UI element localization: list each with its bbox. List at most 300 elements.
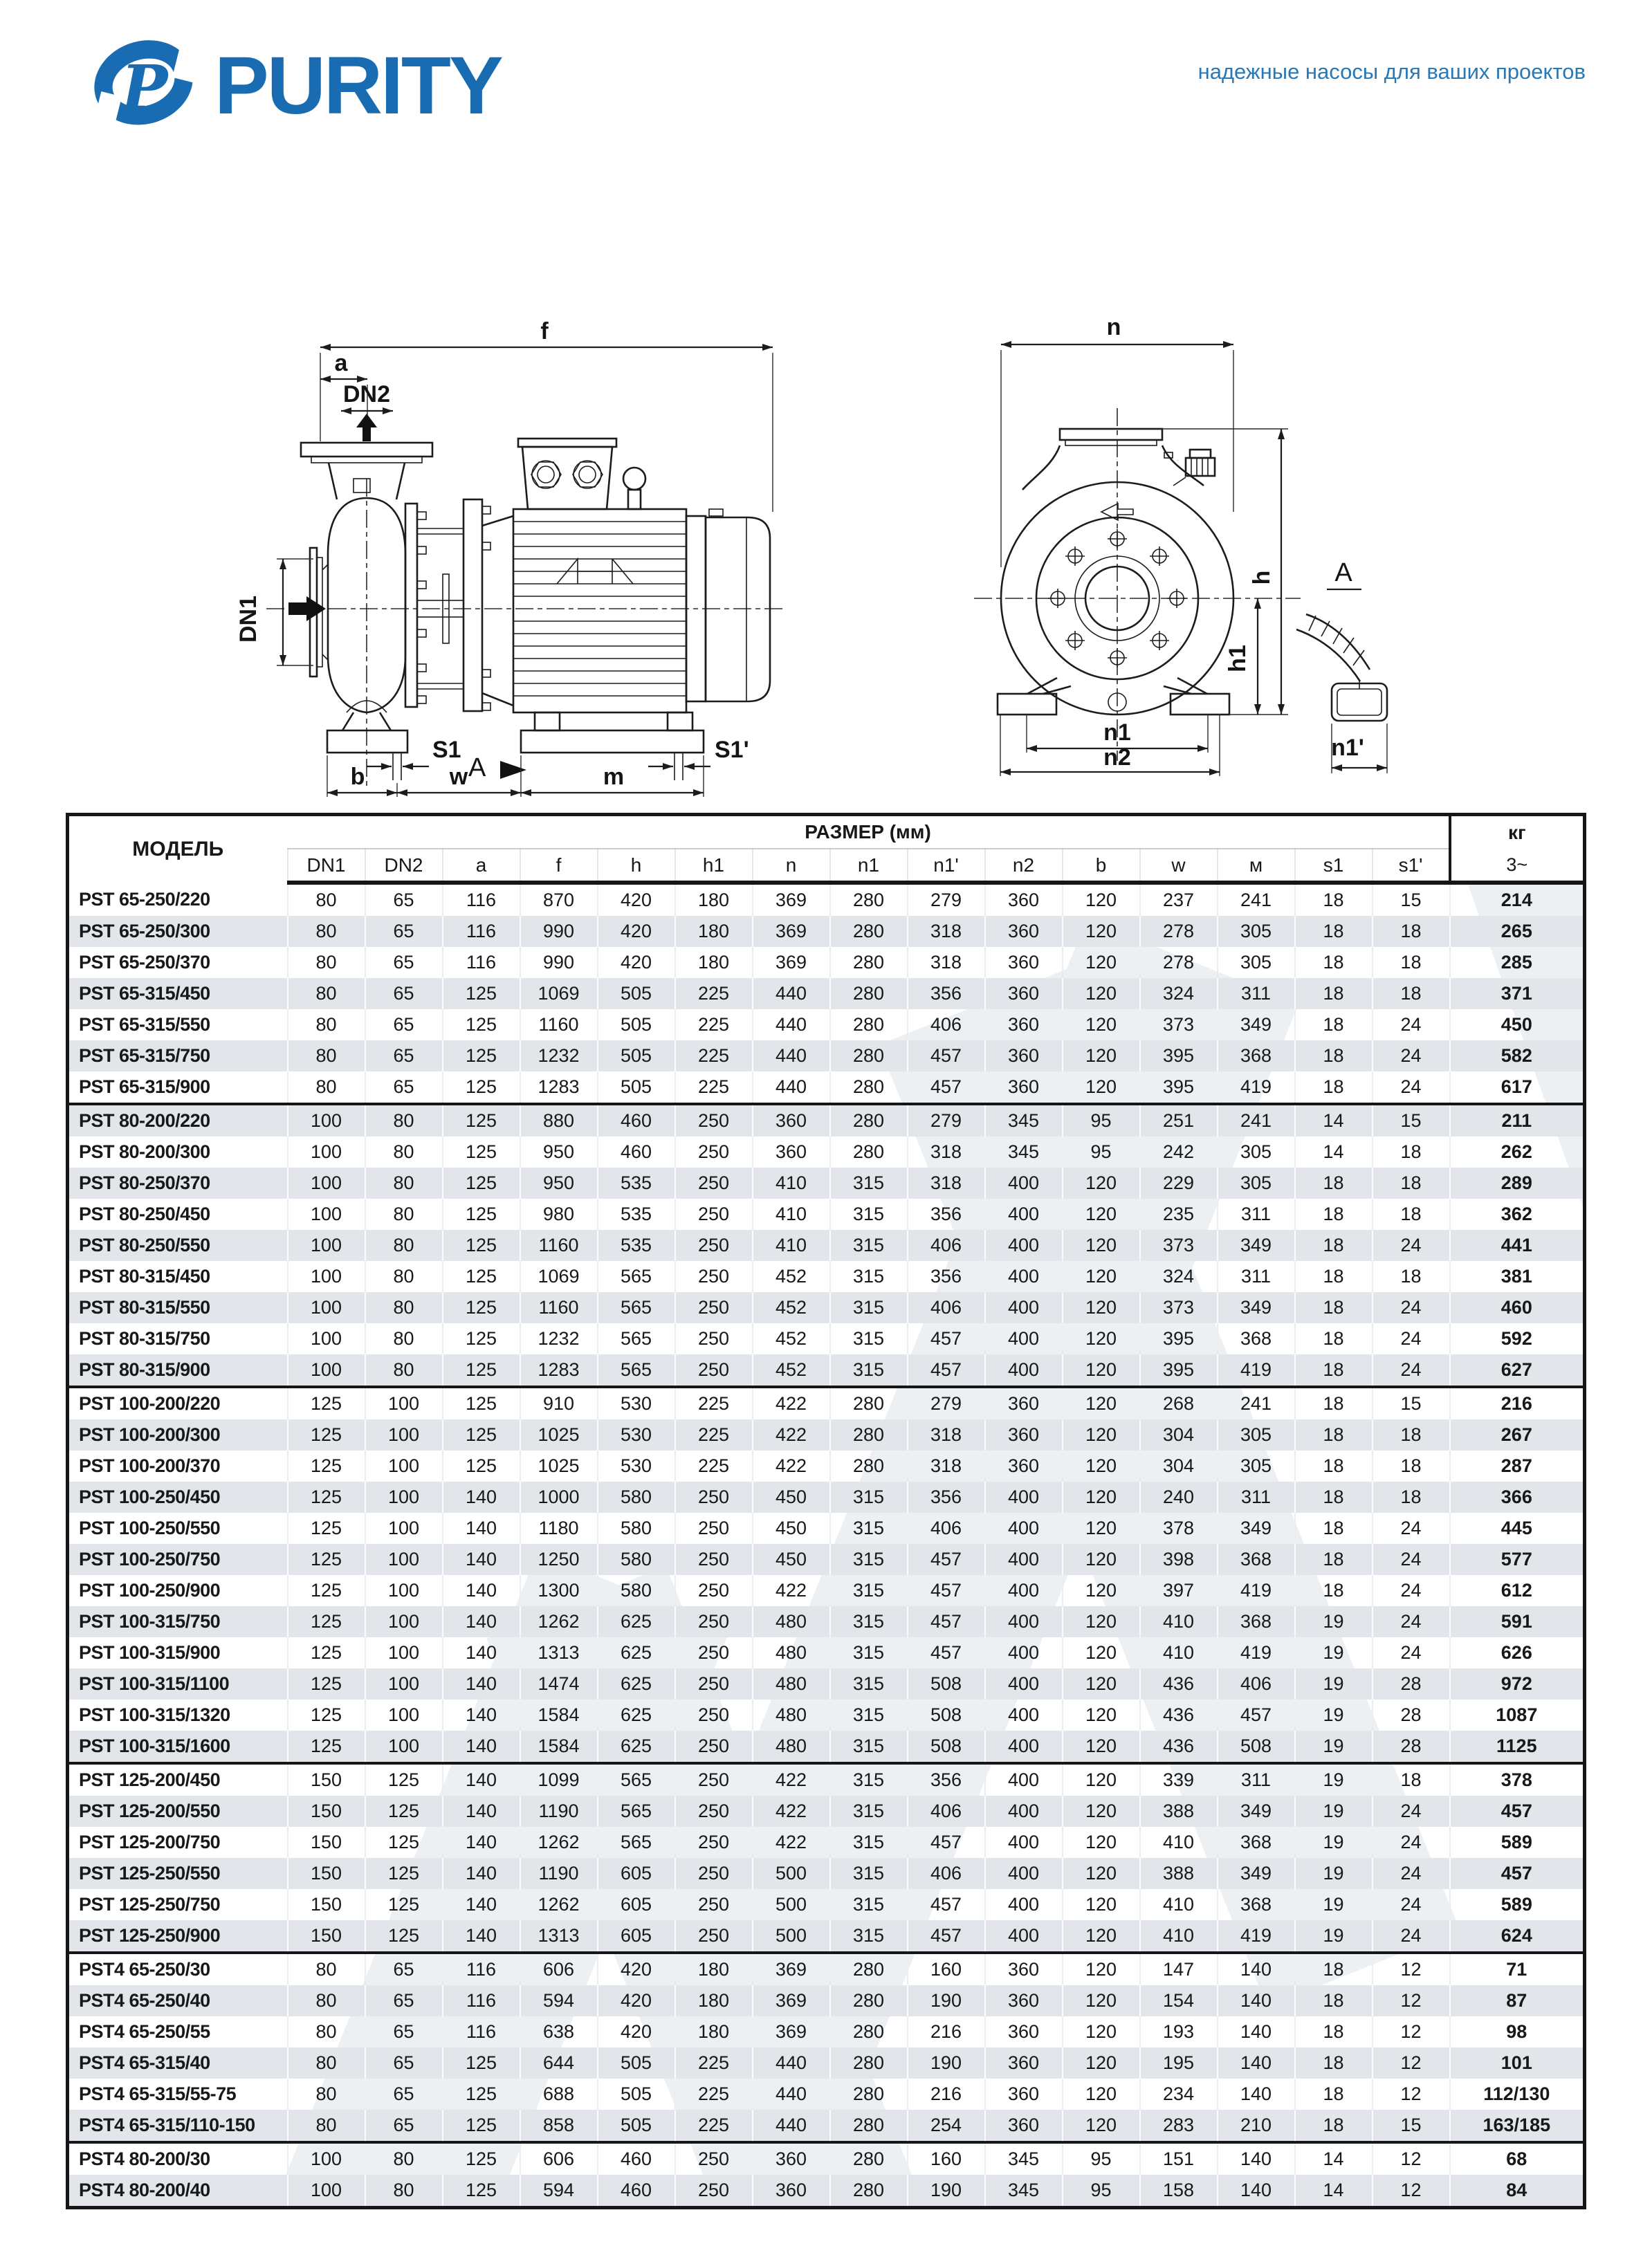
dim-value-cell: 1099 [520,1763,598,1796]
dim-value-cell: 400 [985,1513,1063,1544]
dim-value-cell: 19 [1295,1637,1373,1668]
dim-value-cell: 250 [675,2175,753,2208]
table-row [68,1387,1585,1419]
dim-value-cell: 1283 [520,1354,598,1387]
kg-cell: 214 [1450,883,1585,916]
dim-value-cell: 349 [1218,1513,1295,1544]
table-row [68,1292,1585,1323]
table-row [68,1700,1585,1731]
dim-value-cell: 395 [1140,1040,1218,1071]
dim-value-cell: 140 [1218,1953,1295,1985]
dim-value-cell: 360 [985,978,1063,1009]
dim-value-cell: 1025 [520,1451,598,1482]
kg-cell: 265 [1450,916,1585,947]
dim-value-cell: 216 [908,2079,985,2110]
dim-value-cell: 318 [908,1419,985,1451]
dim-value-cell: 373 [1140,1230,1218,1261]
dim-value-cell: 18 [1295,1009,1373,1040]
dim-value-cell: 120 [1063,1575,1140,1606]
dim-value-cell: 80 [365,1230,443,1261]
dim-value-cell: 565 [598,1354,675,1387]
dim-value-cell: 280 [830,1419,908,1451]
dim-value-cell: 95 [1063,1136,1140,1168]
dim-value-cell: 450 [753,1513,830,1544]
dim-value-cell: 250 [675,1889,753,1920]
table-row [68,2047,1585,2079]
dim-value-cell: 419 [1218,1071,1295,1104]
dim-value-cell: 140 [443,1858,520,1889]
dim-value-cell: 80 [365,1104,443,1136]
dim-value-cell: 18 [1295,1230,1373,1261]
kg-cell: 216 [1450,1387,1585,1419]
dim-value-cell: 80 [365,2142,443,2175]
dim-value-cell: 18 [1295,1199,1373,1230]
kg-cell: 371 [1450,978,1585,1009]
model-cell: PST 65-250/300 [79,921,210,941]
dim-value-cell: 19 [1295,1796,1373,1827]
dim-value-cell: 80 [288,1071,365,1104]
dim-value-cell: 457 [908,1354,985,1387]
table-row [68,1796,1585,1827]
dim-value-cell: 120 [1063,2110,1140,2142]
kg-cell: 624 [1450,1920,1585,1953]
dim-value-cell: 65 [365,947,443,978]
dim-value-cell: 80 [288,2110,365,2142]
dim-value-cell: 360 [753,1104,830,1136]
dim-value-cell: 154 [1140,1985,1218,2016]
dim-value-cell: 280 [830,1104,908,1136]
dim-value-cell: 594 [520,1985,598,2016]
dim-value-cell: 80 [288,947,365,978]
dim-value-cell: 140 [443,1763,520,1796]
dim-value-cell: 125 [443,1199,520,1230]
dim-column-header: s1' [1373,849,1450,883]
dim-value-cell: 457 [908,1544,985,1575]
model-cell: PST 65-315/750 [79,1045,210,1066]
dim-value-cell: 535 [598,1199,675,1230]
dim-value-cell: 14 [1295,1136,1373,1168]
dim-value-cell: 28 [1373,1731,1450,1763]
dim-label-h1: h1 [1224,645,1251,672]
dim-value-cell: 140 [443,1544,520,1575]
dim-value-cell: 457 [908,1323,985,1354]
dim-value-cell: 530 [598,1387,675,1419]
dim-value-cell: 65 [365,2016,443,2047]
dim-value-cell: 360 [985,1953,1063,1985]
dim-value-cell: 349 [1218,1292,1295,1323]
table-row [68,1040,1585,1071]
dim-value-cell: 125 [365,1920,443,1953]
dim-value-cell: 18 [1295,1985,1373,2016]
dim-value-cell: 12 [1373,2142,1450,2175]
dim-value-cell: 225 [675,1419,753,1451]
dim-value-cell: 18 [1295,2110,1373,2142]
dim-value-cell: 225 [675,978,753,1009]
dim-value-cell: 638 [520,2016,598,2047]
kg-cell: 211 [1450,1104,1585,1136]
kg-cell: 589 [1450,1889,1585,1920]
dim-value-cell: 241 [1218,1387,1295,1419]
dim-value-cell: 460 [598,1104,675,1136]
dim-value-cell: 410 [753,1168,830,1199]
dim-value-cell: 457 [908,1637,985,1668]
dim-value-cell: 18 [1295,1419,1373,1451]
dim-value-cell: 120 [1063,1796,1140,1827]
dim-value-cell: 140 [1218,2079,1295,2110]
dim-value-cell: 65 [365,916,443,947]
dim-value-cell: 360 [985,1387,1063,1419]
dim-value-cell: 440 [753,1040,830,1071]
kg-cell: 366 [1450,1482,1585,1513]
dim-value-cell: 400 [985,1482,1063,1513]
dim-column-header: м [1218,849,1295,883]
dim-value-cell: 410 [1140,1606,1218,1637]
dim-value-cell: 100 [365,1451,443,1482]
dim-value-cell: 24 [1373,1606,1450,1637]
dim-value-cell: 125 [288,1544,365,1575]
dim-value-cell: 457 [908,1827,985,1858]
dim-value-cell: 80 [365,1168,443,1199]
dim-column-header: h1 [675,849,753,883]
dimensions-table [66,813,1586,2209]
dim-value-cell: 250 [675,1354,753,1387]
dim-value-cell: 65 [365,2110,443,2142]
dim-value-cell: 410 [1140,1920,1218,1953]
dim-value-cell: 100 [288,1323,365,1354]
dim-value-cell: 457 [908,1040,985,1071]
dim-value-cell: 565 [598,1292,675,1323]
dim-value-cell: 241 [1218,883,1295,916]
model-cell: PST 80-315/550 [79,1297,210,1318]
dim-value-cell: 150 [288,1763,365,1796]
dim-value-cell: 95 [1063,2175,1140,2208]
dim-value-cell: 280 [830,2110,908,2142]
kg-cell: 287 [1450,1451,1585,1482]
dim-value-cell: 120 [1063,1451,1140,1482]
dim-value-cell: 250 [675,1827,753,1858]
dim-value-cell: 406 [908,1796,985,1827]
table-row [68,1071,1585,1104]
dim-value-cell: 120 [1063,1700,1140,1731]
dim-value-cell: 250 [675,1168,753,1199]
dim-value-cell: 100 [365,1482,443,1513]
dim-value-cell: 237 [1140,883,1218,916]
dim-value-cell: 18 [1295,2079,1373,2110]
logo-wordmark: PURITY [214,40,502,131]
dim-value-cell: 180 [675,2016,753,2047]
dim-value-cell: 100 [288,1136,365,1168]
dim-value-cell: 400 [985,1575,1063,1606]
dim-value-cell: 18 [1295,1544,1373,1575]
dim-value-cell: 18 [1373,1199,1450,1230]
dim-column-header: f [520,849,598,883]
kg-cell: 267 [1450,1419,1585,1451]
dim-value-cell: 440 [753,2079,830,2110]
dim-value-cell: 24 [1373,1889,1450,1920]
dim-value-cell: 440 [753,1071,830,1104]
dim-value-cell: 120 [1063,1985,1140,2016]
dim-value-cell: 100 [365,1637,443,1668]
table-row [68,916,1585,947]
model-cell: PST 125-200/550 [79,1801,221,1821]
column-headers-row [68,849,1585,883]
dim-value-cell: 500 [753,1920,830,1953]
dim-value-cell: 120 [1063,1261,1140,1292]
dim-value-cell: 406 [908,1230,985,1261]
weight-header: кг [1450,815,1585,849]
dim-value-cell: 419 [1218,1920,1295,1953]
dim-value-cell: 436 [1140,1731,1218,1763]
dim-value-cell: 400 [985,1261,1063,1292]
dim-value-cell: 12 [1373,2079,1450,2110]
dim-value-cell: 80 [365,1199,443,1230]
dim-value-cell: 420 [598,1953,675,1985]
dim-value-cell: 125 [443,1230,520,1261]
dim-value-cell: 250 [675,1199,753,1230]
dim-value-cell: 125 [365,1796,443,1827]
dim-value-cell: 410 [753,1199,830,1230]
dim-column-header: n2 [985,849,1063,883]
kg-cell: 1125 [1450,1731,1585,1763]
dim-value-cell: 400 [985,1763,1063,1796]
model-cell: PST 100-200/370 [79,1455,221,1476]
dim-value-cell: 1283 [520,1071,598,1104]
dim-value-cell: 688 [520,2079,598,2110]
dim-column-header: h [598,849,675,883]
dim-value-cell: 360 [985,1009,1063,1040]
dim-value-cell: 12 [1373,2175,1450,2208]
dim-value-cell: 24 [1373,1513,1450,1544]
dim-value-cell: 580 [598,1575,675,1606]
dim-value-cell: 24 [1373,1827,1450,1858]
kg-cell: 1087 [1450,1700,1585,1731]
dim-value-cell: 80 [365,1292,443,1323]
dim-value-cell: 125 [443,1136,520,1168]
dim-value-cell: 280 [830,2142,908,2175]
dim-value-cell: 120 [1063,916,1140,947]
dim-value-cell: 500 [753,1889,830,1920]
dim-value-cell: 406 [908,1009,985,1040]
dim-value-cell: 125 [443,1261,520,1292]
dim-value-cell: 18 [1295,1323,1373,1354]
dim-value-cell: 1160 [520,1009,598,1040]
dim-value-cell: 400 [985,1199,1063,1230]
dim-value-cell: 356 [908,1482,985,1513]
model-column-header: МОДЕЛЬ [68,815,288,883]
dim-value-cell: 100 [365,1700,443,1731]
kg-cell: 262 [1450,1136,1585,1168]
dim-value-cell: 65 [365,1071,443,1104]
dim-value-cell: 315 [830,1827,908,1858]
table-row [68,1827,1585,1858]
dim-value-cell: 280 [830,883,908,916]
dim-value-cell: 460 [598,2142,675,2175]
dim-value-cell: 324 [1140,1261,1218,1292]
dim-value-cell: 18 [1373,978,1450,1009]
dim-value-cell: 422 [753,1419,830,1451]
dim-value-cell: 120 [1063,1071,1140,1104]
dim-value-cell: 480 [753,1637,830,1668]
dim-value-cell: 100 [365,1731,443,1763]
dim-value-cell: 95 [1063,1104,1140,1136]
dim-value-cell: 120 [1063,1731,1140,1763]
dim-value-cell: 373 [1140,1292,1218,1323]
dim-value-cell: 360 [753,1136,830,1168]
dim-value-cell: 125 [288,1637,365,1668]
dim-value-cell: 368 [1218,1889,1295,1920]
kg-cell: 441 [1450,1230,1585,1261]
dim-label-h: h [1249,570,1275,585]
dim-value-cell: 24 [1373,1354,1450,1387]
dim-value-cell: 251 [1140,1104,1218,1136]
dim-label-m: m [603,764,625,790]
model-cell: PST 80-250/550 [79,1235,210,1255]
dim-value-cell: 280 [830,978,908,1009]
dim-value-cell: 535 [598,1230,675,1261]
dim-value-cell: 250 [675,1136,753,1168]
model-cell: PST 100-315/1600 [79,1736,230,1756]
dim-value-cell: 18 [1295,1482,1373,1513]
dim-value-cell: 369 [753,1953,830,1985]
dim-value-cell: 452 [753,1261,830,1292]
dim-value-cell: 24 [1373,1796,1450,1827]
dim-value-cell: 356 [908,1261,985,1292]
kg-cell: 84 [1450,2175,1585,2208]
table-row [68,1451,1585,1482]
dim-value-cell: 305 [1218,947,1295,978]
dim-value-cell: 125 [365,1889,443,1920]
dim-value-cell: 80 [365,1354,443,1387]
dim-value-cell: 1262 [520,1606,598,1637]
kg-cell: 112/130 [1450,2079,1585,2110]
dim-value-cell: 24 [1373,1071,1450,1104]
dim-value-cell: 140 [1218,2142,1295,2175]
dim-value-cell: 345 [985,1104,1063,1136]
dim-value-cell: 18 [1373,1136,1450,1168]
dim-value-cell: 120 [1063,947,1140,978]
dim-value-cell: 279 [908,883,985,916]
dim-value-cell: 280 [830,1985,908,2016]
table-row [68,1889,1585,1920]
model-cell: PST 65-250/370 [79,952,210,973]
table-row [68,2175,1585,2208]
table-row [68,978,1585,1009]
dim-value-cell: 80 [365,1136,443,1168]
dim-value-cell: 18 [1295,1071,1373,1104]
dim-value-cell: 419 [1218,1354,1295,1387]
dim-value-cell: 644 [520,2047,598,2079]
dim-value-cell: 190 [908,1985,985,2016]
dim-value-cell: 18 [1295,916,1373,947]
dim-value-cell: 400 [985,1920,1063,1953]
dim-value-cell: 250 [675,1796,753,1827]
dim-value-cell: 580 [598,1513,675,1544]
dim-value-cell: 15 [1373,1104,1450,1136]
weight-subheader: 3~ [1450,849,1585,883]
dim-value-cell: 318 [908,1451,985,1482]
dim-value-cell: 80 [288,2016,365,2047]
dim-value-cell: 605 [598,1858,675,1889]
dim-value-cell: 349 [1218,1858,1295,1889]
dim-value-cell: 100 [288,1104,365,1136]
dim-value-cell: 18 [1295,947,1373,978]
dim-value-cell: 250 [675,1700,753,1731]
dim-value-cell: 190 [908,2175,985,2208]
dim-value-cell: 580 [598,1482,675,1513]
dim-value-cell: 410 [1140,1827,1218,1858]
dim-value-cell: 480 [753,1731,830,1763]
dim-value-cell: 24 [1373,1009,1450,1040]
dim-value-cell: 250 [675,1668,753,1700]
dim-value-cell: 400 [985,1168,1063,1199]
dim-value-cell: 368 [1218,1827,1295,1858]
dim-value-cell: 80 [365,2175,443,2208]
table-row [68,1953,1585,1985]
dim-value-cell: 18 [1373,1451,1450,1482]
dim-value-cell: 24 [1373,1323,1450,1354]
model-cell: PST4 80-200/40 [79,2180,210,2200]
dim-value-cell: 125 [443,1323,520,1354]
model-cell: PST 125-200/450 [68,1763,288,1796]
dim-value-cell: 100 [288,2175,365,2208]
dim-value-cell: 116 [443,1953,520,1985]
dim-value-cell: 594 [520,2175,598,2208]
model-cell: PST 100-250/900 [79,1580,221,1601]
dim-value-cell: 280 [830,947,908,978]
dim-value-cell: 880 [520,1104,598,1136]
dim-value-cell: 80 [288,978,365,1009]
dim-value-cell: 225 [675,2047,753,2079]
table-row [68,1985,1585,2016]
dim-value-cell: 125 [443,1104,520,1136]
dim-value-cell: 125 [443,1419,520,1451]
model-cell: PST 100-315/750 [79,1611,221,1632]
dim-value-cell: 125 [443,2175,520,2208]
dim-value-cell: 140 [443,1637,520,1668]
dim-value-cell: 278 [1140,947,1218,978]
dim-value-cell: 225 [675,1451,753,1482]
dim-value-cell: 120 [1063,1292,1140,1323]
dim-value-cell: 120 [1063,1354,1140,1387]
dim-value-cell: 19 [1295,1700,1373,1731]
dim-value-cell: 18 [1373,1482,1450,1513]
dim-value-cell: 250 [675,1261,753,1292]
dim-value-cell: 580 [598,1544,675,1575]
dim-value-cell: 125 [443,2047,520,2079]
kg-cell: 381 [1450,1261,1585,1292]
dim-value-cell: 125 [288,1387,365,1419]
dim-value-cell: 422 [753,1763,830,1796]
dim-value-cell: 625 [598,1731,675,1763]
dim-value-cell: 1190 [520,1796,598,1827]
model-cell: PST 100-200/300 [79,1424,221,1445]
dim-value-cell: 65 [365,2047,443,2079]
dim-value-cell: 440 [753,2047,830,2079]
pump-side-view-drawing [225,304,806,799]
dim-value-cell: 19 [1295,1827,1373,1858]
dim-value-cell: 457 [908,1889,985,1920]
dim-value-cell: 339 [1140,1763,1218,1796]
dim-value-cell: 125 [288,1482,365,1513]
dim-value-cell: 530 [598,1451,675,1482]
table-row [68,1763,1585,1796]
dim-value-cell: 1180 [520,1513,598,1544]
kg-cell: 87 [1450,1985,1585,2016]
table-row [68,1482,1585,1513]
dim-value-cell: 125 [365,1763,443,1796]
dim-value-cell: 15 [1373,1387,1450,1419]
dim-value-cell: 400 [985,1606,1063,1637]
